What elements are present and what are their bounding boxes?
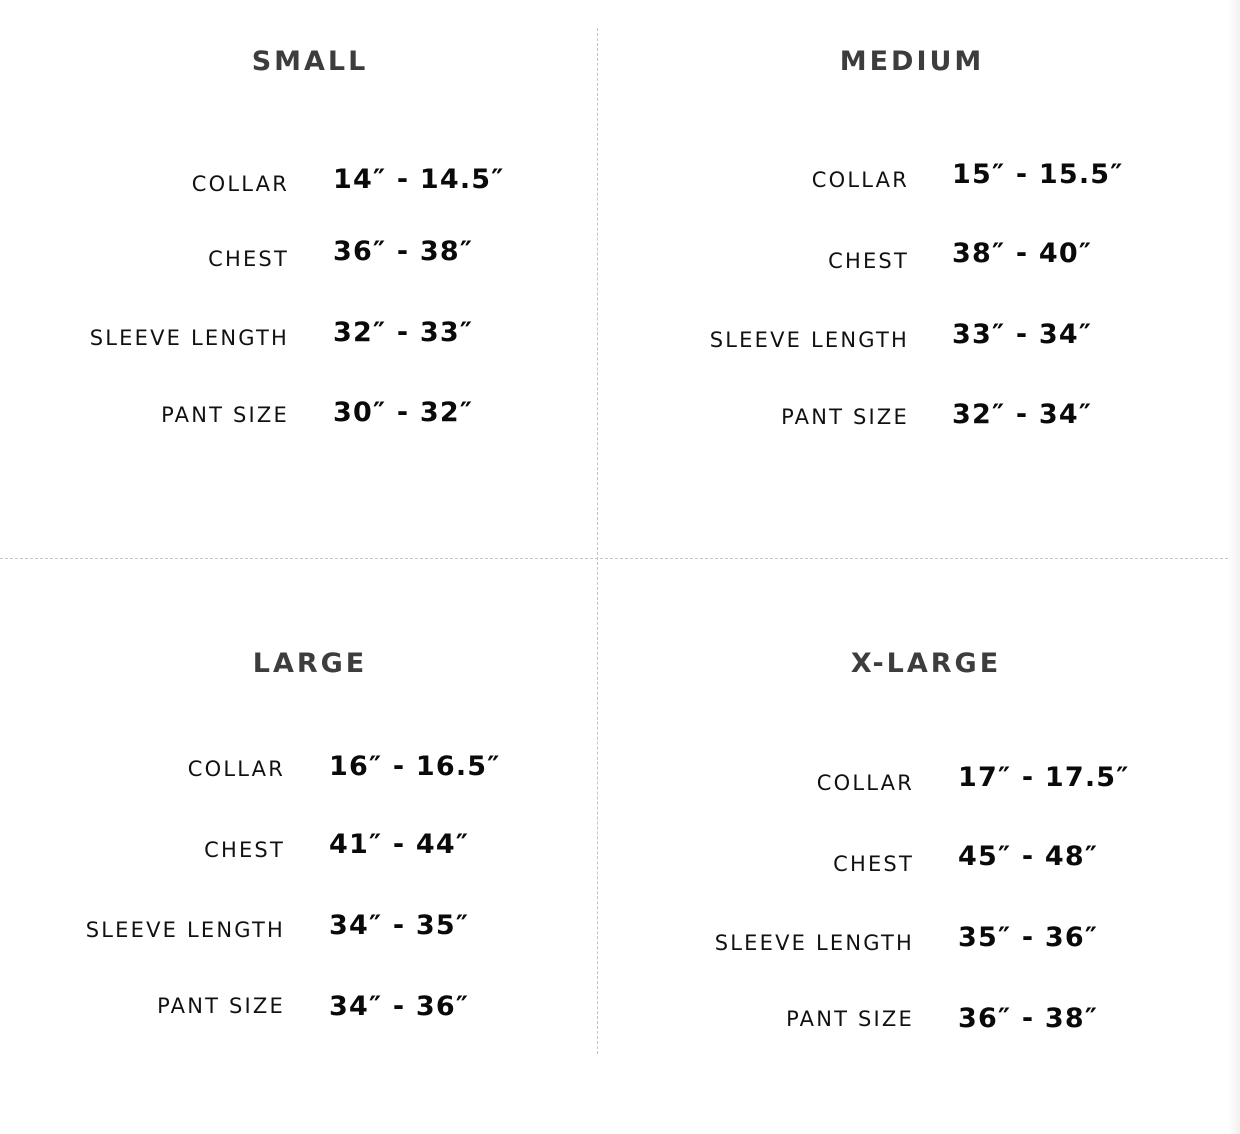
size-panel-small: [0, 0, 597, 558]
size-title: X-LARGE: [850, 648, 1002, 679]
measurement-label: COLLAR: [816, 771, 914, 795]
measurement-value: 36″ - 38″: [333, 236, 474, 267]
measurement-row-sleeve-length: [598, 319, 1228, 359]
measurement-row-pant-size: [0, 397, 597, 437]
measurement-label: SLEEVE LENGTH: [89, 326, 289, 350]
measurement-row-pant-size: [0, 991, 597, 1031]
measurement-value: 14″ - 14.5″: [333, 164, 505, 195]
page-edge-shade: [1228, 0, 1240, 1134]
measurement-value: 30″ - 32″: [333, 397, 474, 428]
measurement-label: PANT SIZE: [161, 403, 289, 427]
measurement-value: 17″ - 17.5″: [958, 762, 1130, 793]
measurement-label: CHEST: [208, 247, 289, 271]
measurement-label: PANT SIZE: [157, 994, 285, 1018]
measurement-row-collar: [598, 762, 1228, 802]
measurement-label: CHEST: [204, 838, 285, 862]
size-title: LARGE: [252, 648, 368, 679]
measurement-value: 33″ - 34″: [952, 319, 1093, 350]
measurement-row-chest: [598, 841, 1228, 881]
measurement-row-chest: [0, 236, 597, 276]
size-title: SMALL: [251, 46, 369, 77]
measurement-label: PANT SIZE: [781, 405, 909, 429]
measurement-value: 34″ - 36″: [329, 991, 470, 1022]
measurement-row-chest: [0, 829, 597, 869]
measurement-label: PANT SIZE: [786, 1007, 914, 1031]
measurement-row-pant-size: [598, 1003, 1228, 1043]
measurement-value: 32″ - 33″: [333, 317, 474, 348]
measurement-label: COLLAR: [187, 757, 285, 781]
measurement-label: SLEEVE LENGTH: [85, 918, 285, 942]
measurement-value: 34″ - 35″: [329, 910, 470, 941]
measurement-row-sleeve-length: [598, 922, 1228, 962]
measurement-row-chest: [598, 238, 1228, 278]
measurement-value: 15″ - 15.5″: [952, 159, 1124, 190]
measurement-value: 16″ - 16.5″: [329, 751, 501, 782]
size-panel-medium: [598, 0, 1228, 558]
measurement-label: SLEEVE LENGTH: [714, 931, 914, 955]
measurement-value: 45″ - 48″: [958, 841, 1099, 872]
measurement-value: 36″ - 38″: [958, 1003, 1099, 1034]
measurement-row-collar: [598, 159, 1228, 199]
size-panel-large: [0, 559, 597, 1134]
measurement-value: 38″ - 40″: [952, 238, 1093, 269]
measurement-value: 35″ - 36″: [958, 922, 1099, 953]
measurement-row-sleeve-length: [0, 910, 597, 950]
size-title: MEDIUM: [839, 46, 985, 77]
measurement-value: 32″ - 34″: [952, 399, 1093, 430]
measurement-label: CHEST: [833, 852, 914, 876]
measurement-row-pant-size: [598, 399, 1228, 439]
size-panel-x-large: [598, 559, 1228, 1134]
measurement-row-sleeve-length: [0, 317, 597, 357]
measurement-value: 41″ - 44″: [329, 829, 470, 860]
measurement-label: CHEST: [828, 249, 909, 273]
measurement-label: COLLAR: [811, 168, 909, 192]
measurement-label: COLLAR: [191, 172, 289, 196]
measurement-row-collar: [0, 164, 597, 204]
measurement-label: SLEEVE LENGTH: [709, 328, 909, 352]
measurement-row-collar: [0, 751, 597, 791]
